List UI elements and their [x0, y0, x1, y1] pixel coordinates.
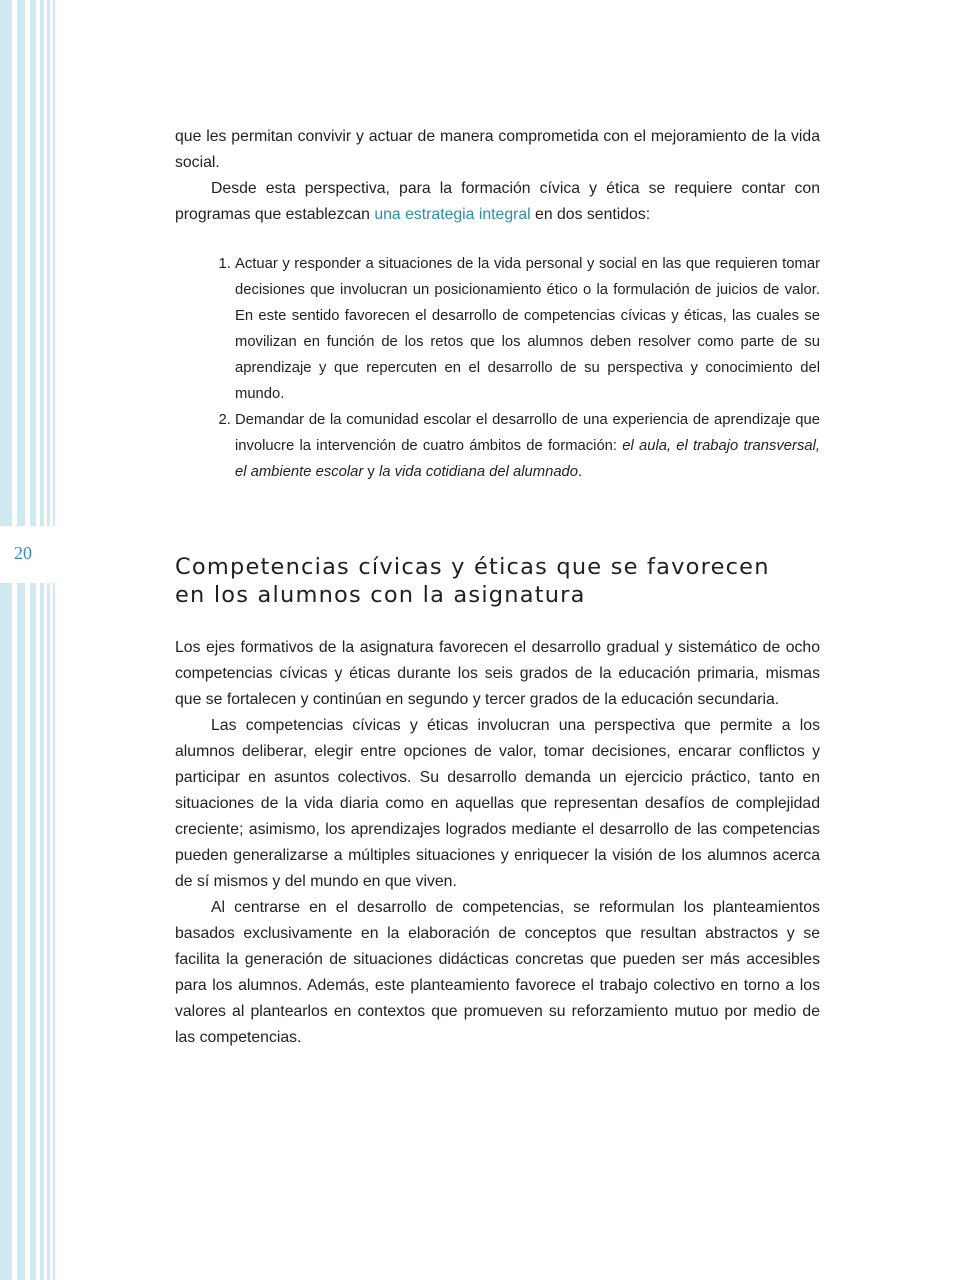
- section-paragraph-1: Los ejes formativos de la asignatura favorecen el desarrollo gradual y sistemático de ocho competencias cívicas y éticas durante los seis grados de la educación primaria, mismas que se fortalecen y continúan en segundo y tercer grados de la educación secundaria.: [175, 639, 820, 708]
- list-item: [235, 407, 820, 485]
- section-body: [175, 635, 820, 1051]
- section-paragraph-3: Al centrarse en el desarrollo de competencias, se reformulan los planteamientos basados exclusivamente en la elaboración de conceptos que resultan abstractos y se facilita la generación de situaciones didácticas concretas que pueden ser más accesibles para los alumnos. Además, este planteamiento favorece el trabajo colectivo en torno a los valores al plantearlos en contextos que promueven su reforzamiento mutuo por medio de las competencias.: [175, 899, 820, 1046]
- list-item-2-italic-1: el aula, el trabajo transversal, el ambiente escolar: [235, 438, 820, 480]
- list-item-2-ending: .: [578, 464, 583, 480]
- page-content: [175, 124, 820, 1051]
- section-heading-line-2: en los alumnos con la asignatura: [175, 582, 586, 608]
- list-item-2-italic-2: la vida cotidiana del alumnado: [378, 464, 579, 480]
- highlighted-phrase: una estrategia integral: [374, 206, 531, 223]
- page-number: 20: [14, 543, 32, 563]
- list-item-2-connector: y: [363, 464, 379, 480]
- list-item: 1. Actuar y responder a situaciones de la vida personal y social en las que requieren tomar decisiones que involucran un posicionamiento ético o la formulación de juicios de valor. En este sentido favorecen el desarrollo de competencias cívicas y éticas, las cuales se movilizan en función de los retos que los alumnos deben resolver como parte de su aprendizaje y que repercuten en el desarrollo de su perspectiva y conocimiento del mundo.: [235, 251, 820, 407]
- competencias-section: [175, 553, 820, 1051]
- numbered-list: [175, 251, 820, 485]
- intro-paragraph-1: que les permitan convivir y actuar de manera comprometida con el mejoramiento de la vida social.: [175, 128, 820, 171]
- intro-p2-text-start: Desde esta perspectiva, para la formación cívica y ética se requiere contar con programas que establezcan: [175, 180, 820, 223]
- section-paragraph-2: Las competencias cívicas y éticas involucran una perspectiva que permite a los alumnos deliberar, elegir entre opciones de valor, tomar decisiones, encarar conflictos y participar en asuntos colectivos. Su desarrollo demanda un ejercicio práctico, tanto en situaciones de la vida diaria como en aquellas que representan desafíos de complejidad creciente; asimismo, los aprendizajes logrados mediante el desarrollo de las competencias pueden generalizarse a múltiples situaciones y enriquecer la visión de los alumnos acerca de sí mismos y del mundo en que viven.: [175, 717, 820, 890]
- section-heading-line-1: Competencias cívicas y éticas que se favorecen: [175, 554, 770, 580]
- margin-stripes-bottom: [0, 583, 60, 1280]
- margin-stripes: [0, 0, 60, 1280]
- section-heading: [175, 553, 820, 609]
- list-item-2-text: Demandar de la comunidad escolar el desarrollo de una experiencia de aprendizaje que involucre la intervención de cuatro ámbitos de formación:: [235, 412, 820, 454]
- intro-paragraph-2: [175, 176, 820, 228]
- intro-p2-text-end: en dos sentidos:: [530, 206, 651, 223]
- margin-stripes-top: [0, 0, 60, 526]
